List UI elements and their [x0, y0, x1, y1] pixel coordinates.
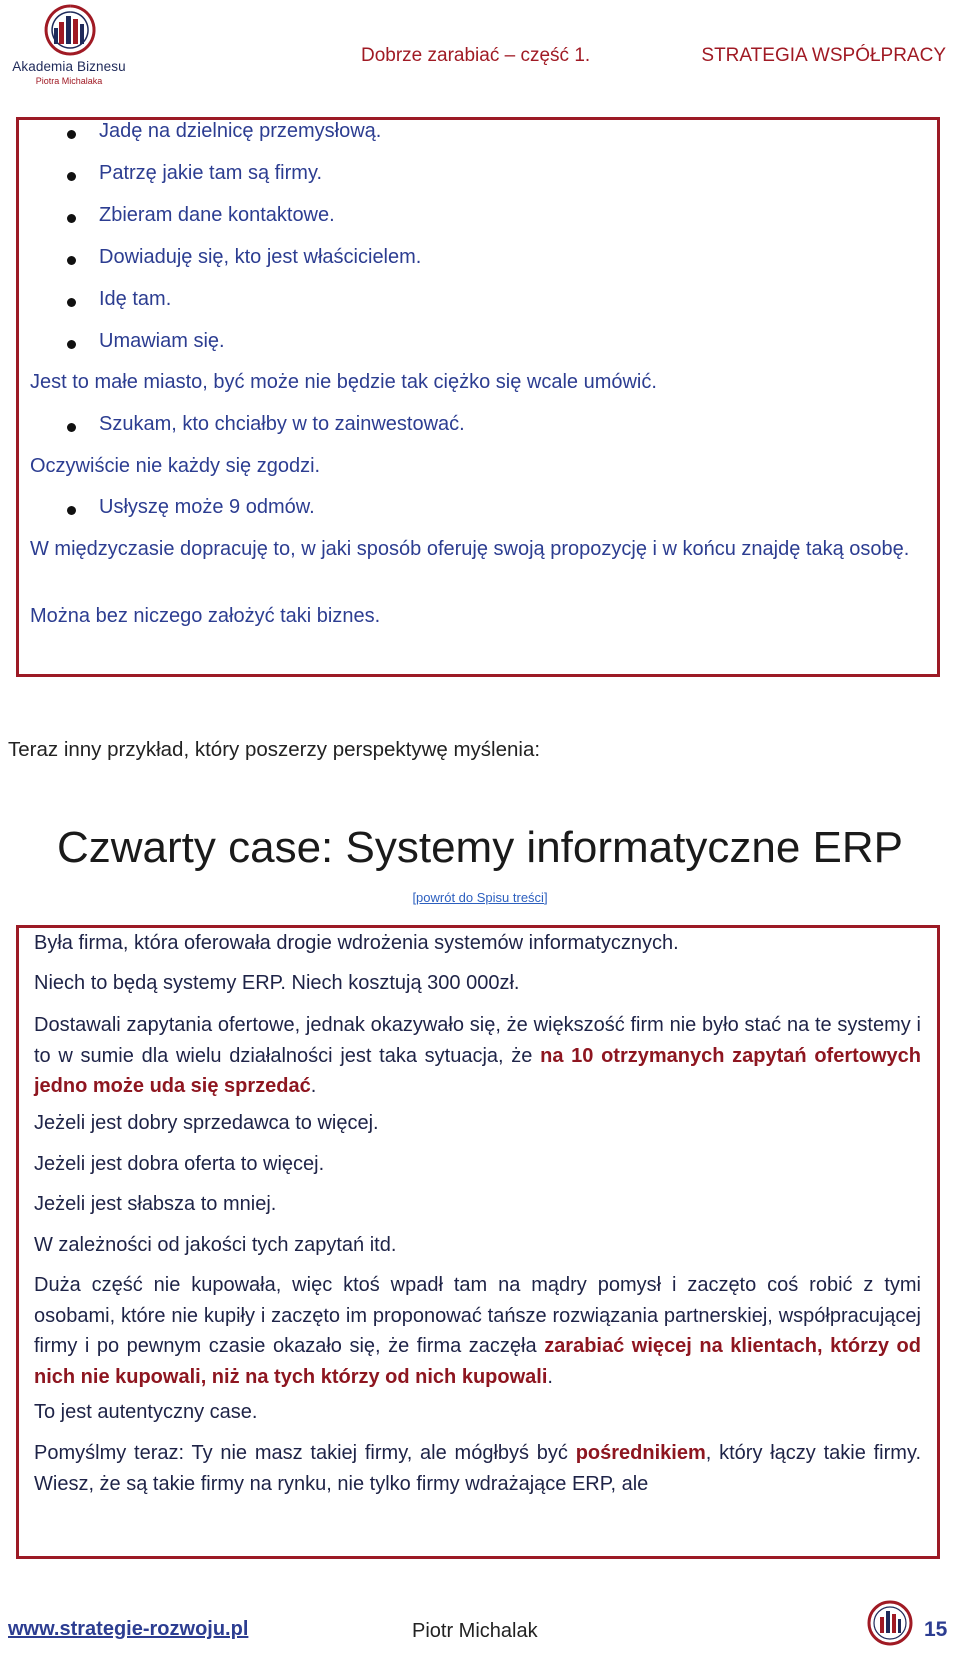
bullet-icon [67, 256, 76, 265]
logo-mark-icon [40, 2, 100, 58]
paragraph-text: . [547, 1365, 553, 1388]
body-paragraph: Jeżeli jest słabsza to mniej. [34, 1193, 277, 1215]
footer-author: Piotr Michalak [412, 1620, 538, 1642]
header-section-title: STRATEGIA WSPÓŁPRACY [701, 45, 946, 66]
body-paragraph [34, 1270, 921, 1392]
paragraph-text: Pomyślmy teraz: Ty nie masz takiej firmy, ale mógłbyś być [34, 1442, 576, 1464]
bullet-icon [67, 506, 76, 515]
case-box-previous [16, 117, 940, 677]
list-item: Idę tam. [99, 288, 172, 310]
emphasis-text: zarabiać więcej na klientach, którzy od nich nie kupowali, niż na tych którzy od nich kupowali [34, 1335, 921, 1388]
body-line: Oczywiście nie każdy się zgodzi. [30, 455, 321, 477]
body-paragraph [34, 1010, 921, 1102]
body-paragraph: Była firma, która oferowała drogie wdrożenia systemów informatycznych. [34, 932, 679, 954]
header-document-title: Dobrze zarabiać – część 1. [361, 45, 591, 66]
emphasis-text: na 10 otrzymanych zapytań ofertowych jedno może uda się sprzedać [34, 1044, 922, 1097]
list-item: Patrzę jakie tam są firmy. [99, 162, 323, 184]
body-paragraph: To jest autentyczny case. [34, 1401, 258, 1423]
list-item: Jadę na dzielnicę przemysłową. [99, 120, 382, 142]
body-line: Można bez niczego założyć taki biznes. [30, 605, 381, 627]
paragraph-text: . [310, 1075, 317, 1097]
akademia-biznesu-logo [4, 2, 132, 88]
body-paragraph [34, 1438, 921, 1499]
body-line: Jest to małe miasto, być może nie będzie tak ciężko się wcale umówić. [30, 371, 657, 393]
emphasis-text: pośrednikiem [575, 1442, 706, 1464]
list-item: Szukam, kto chciałby w to zainwestować. [99, 413, 465, 435]
case-box-erp [16, 925, 940, 1559]
toc-return-link[interactable]: [powrót do Spisu treści] [412, 890, 548, 905]
body-paragraph: Jeżeli jest dobry sprzedawca to więcej. [34, 1112, 379, 1134]
list-item: Umawiam się. [99, 330, 225, 352]
body-paragraph: W zależności od jakości tych zapytań itd. [34, 1234, 397, 1256]
bullet-icon [67, 214, 76, 223]
footer-website-link[interactable]: www.strategie-rozwoju.pl [8, 1618, 249, 1640]
body-paragraph: Jeżeli jest dobra oferta to więcej. [34, 1153, 325, 1175]
body-paragraph: Niech to będą systemy ERP. Niech kosztują 300 000zł. [34, 972, 520, 994]
body-paragraph: W międzyczasie dopracuję to, w jaki sposób oferuję swoją propozycję i w końcu znajdę taką osobę. [30, 538, 910, 560]
bullet-icon [67, 423, 76, 432]
paragraph-text: Dostawali zapytania ofertowe, jednak okazywało się, że większość firm nie było stać na te systemy i to w sumie dla wielu działalności jest taka sytuacja, że [34, 1014, 921, 1067]
list-item: Usłyszę może 9 odmów. [99, 496, 315, 518]
footer-logo-icon [866, 1599, 914, 1647]
list-item: Dowiaduję się, kto jest właścicielem. [99, 246, 422, 268]
logo-brand-subtext: Piotra Michalaka [35, 76, 103, 86]
bullet-icon [67, 298, 76, 307]
list-item: Zbieram dane kontaktowe. [99, 204, 335, 226]
paragraph-text: , który łączy takie firmy. Wiesz, że są takie firmy na rynku, nie tylko firmy wdrażające ERP, ale [34, 1442, 922, 1495]
bullet-icon [67, 340, 76, 349]
page-number: 15 [924, 1618, 948, 1641]
intro-sentence: Teraz inny przykład, który poszerzy perspektywę myślenia: [8, 738, 541, 761]
bullet-icon [67, 172, 76, 181]
bullet-icon [67, 130, 76, 139]
case-heading: Czwarty case: Systemy informatyczne ERP [56, 823, 903, 872]
logo-brand-text: Akademia Biznesu [12, 59, 126, 74]
paragraph-text: Duża część nie kupowała, więc ktoś wpadł tam na mądry pomysł i zaczęto coś robić z tymi osobami, które nie kupiły i zaczęto im proponować tańsze rozwiązania partnerskiej, współpracującej firmy i po pewnym czasie okazało się, że firma zaczęła [34, 1274, 921, 1357]
